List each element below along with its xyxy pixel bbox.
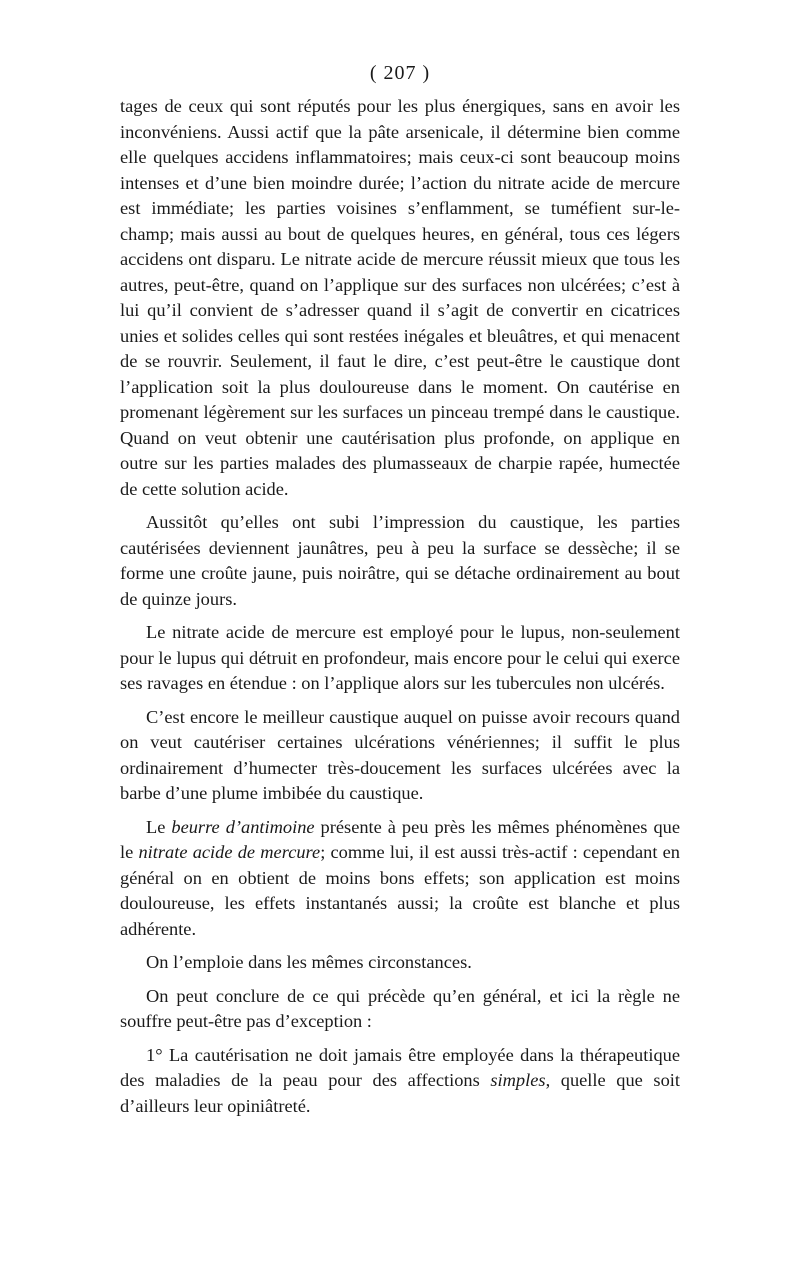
text-run: Aussitôt qu’elles ont subi l’impression du caustique, les parties cautérisées deviennent jaunâtres, peu à peu la surface se dessèche; il se forme une croûte jaune, puis noirâtre, qui se détache ordinairement au bout de quinze jours. (120, 512, 680, 609)
text-run: C’est encore le meilleur caustique auquel on puisse avoir recours quand on veut cautériser certaines ulcérations vénériennes; il suffit le plus ordinairement d’humecter très-doucement les surfaces ulcérées avec la barbe d’une plume imbibée du caustique. (120, 706, 680, 803)
paragraph (120, 510, 680, 612)
text-run: 1° La cautérisation ne doit jamais être employée dans la thérapeutique des maladies de la peau pour des affections (120, 1044, 680, 1090)
text-run: tages de ceux qui sont réputés pour les plus énergiques, sans en avoir les inconvéniens. Aussi actif que la pâte arsenicale, il détermine bien comme elle quelques accidens inflammatoires; mais ceux-ci sont beaucoup moins intenses et d’une bien moindre durée; l’action du nitrate acide de mercure est immédiate; les parties voisines s’enflamment, se tuméfient sur-le-champ; mais aussi au bout de quelques heures, en général, tous ces légers accidens ont disparu. Le nitrate acide de mercure réussit mieux que tous les autres, peut-être, quand on l’applique sur des surfaces non ulcérées; c’est à lui qu’il convient de s’adresser quand il s’agit de convertir en cicatrices unies et solides celles qui sont restées inégales et bleuâtres, et qui menacent de se rouvrir. Seulement, il faut le dire, c’est peut-être le caustique dont l’application soit la plus douloureuse dans le moment. On cautérise en promenant légèrement sur les surfaces un pinceau trempé dans le caustique. Quand on veut obtenir une cautérisation plus profonde, on applique en outre sur les parties malades des plumasseaux de charpie rapée, humectée de cette solution acide. (120, 96, 680, 499)
paragraph (120, 1043, 680, 1120)
text-run: On l’emploie dans les mêmes circonstances. (146, 952, 472, 972)
italic-text: nitrate acide de mercure (138, 842, 321, 862)
text-run: Le nitrate acide de mercure est employé pour le lupus, non-seulement pour le lupus qui détruit en profondeur, mais encore pour le celui qui exerce ses ravages en étendue : on l’applique alors sur les tubercules non ulcérés. (120, 622, 680, 693)
text-run: , quelle que soit d’ailleurs leur opiniâtreté. (120, 1070, 680, 1116)
paragraph (120, 815, 680, 943)
page-number: ( 207 ) (369, 62, 431, 84)
italic-text: beurre d’antimoine (171, 816, 315, 837)
text-run: Le (146, 816, 172, 837)
paragraph (120, 950, 680, 976)
body-text (120, 94, 680, 1127)
paragraph (120, 94, 680, 502)
paragraph (120, 984, 680, 1035)
text-run: On peut conclure de ce qui précède qu’en général, et ici la règle ne souffre peut-être pas d’exception : (120, 985, 680, 1031)
text-run: ; comme lui, il est aussi très-actif : cependant en général on en obtient de moins bons effets; son application est moins douloureuse, les effets instantanés aussi; la croûte est blanche et plus adhérente. (120, 842, 680, 939)
italic-text: simples (490, 1070, 546, 1090)
text-run: présente à peu près les mêmes phénomènes que le (120, 816, 680, 862)
paragraph (120, 620, 680, 697)
paragraph (120, 705, 680, 807)
